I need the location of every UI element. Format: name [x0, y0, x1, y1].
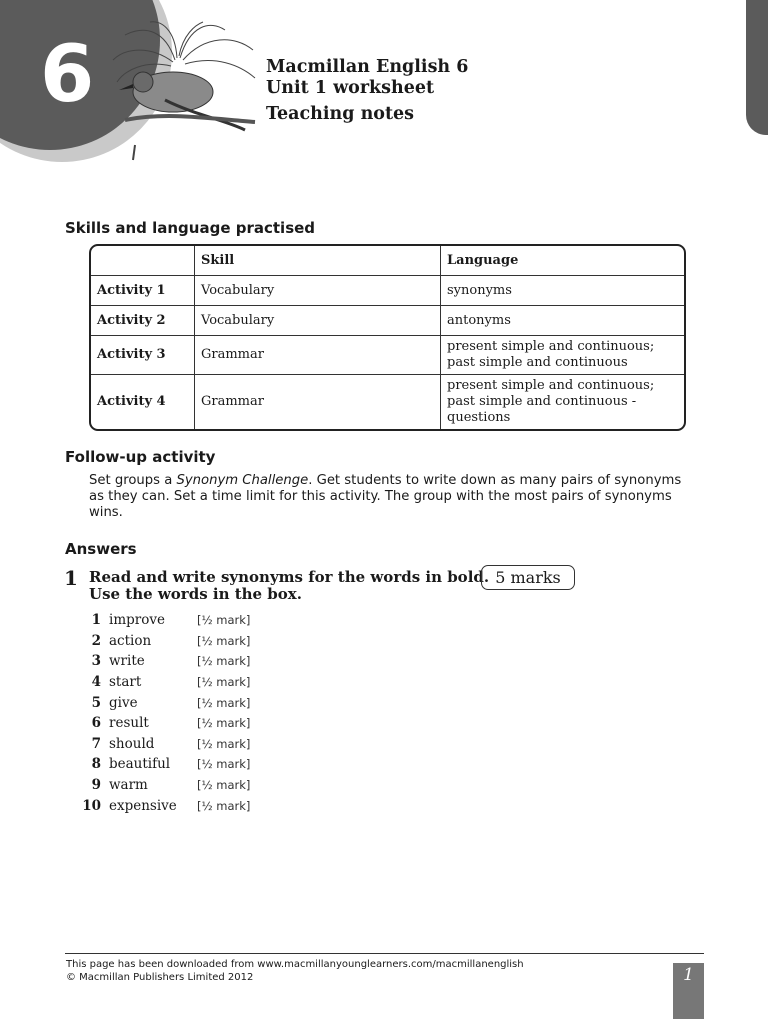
- answer-number: 8: [91, 756, 101, 773]
- table-row: [91, 276, 684, 306]
- answer-mark: [½ mark]: [197, 613, 251, 628]
- footer-copyright: © Macmillan Publishers Limited 2012: [66, 972, 254, 983]
- table-row: [91, 306, 684, 336]
- title-line-2: Unit 1 worksheet: [266, 78, 435, 98]
- answer-mark: [½ mark]: [197, 778, 251, 793]
- language-cell: antonyms: [441, 306, 684, 336]
- followup-paragraph: [89, 473, 689, 521]
- answer-mark: [½ mark]: [197, 695, 251, 710]
- document-title: [266, 57, 468, 125]
- answer-word: should: [109, 735, 155, 752]
- corner-tab: [746, 0, 768, 135]
- skill-cell: Vocabulary: [195, 276, 441, 306]
- list-item: [82, 651, 250, 672]
- language-cell: present simple and continuous; past simple and continuous: [441, 336, 684, 375]
- skills-heading: Skills and language practised: [65, 219, 316, 237]
- activity-cell: Activity 4: [91, 375, 195, 429]
- answer-number: 6: [91, 715, 101, 732]
- answer-number: 4: [91, 674, 101, 691]
- answer-word: action: [109, 632, 152, 649]
- language-cell: present simple and continuous; past simple and continuous - questions: [447, 378, 655, 425]
- followup-activity-name: Synonym Challenge: [176, 473, 309, 488]
- list-item: [82, 795, 250, 816]
- list-item: [82, 672, 250, 693]
- table-row: [91, 375, 684, 429]
- followup-heading: Follow-up activity: [65, 448, 216, 466]
- language-cell: synonyms: [441, 276, 684, 306]
- footer-divider: [65, 953, 704, 954]
- title-line-1: Macmillan English 6: [266, 57, 469, 77]
- answer-mark: [½ mark]: [197, 798, 251, 813]
- activity-cell: Activity 1: [91, 276, 195, 306]
- answer-number: 3: [91, 653, 101, 670]
- unit-number: 6: [40, 30, 95, 120]
- marks-badge: 5 marks: [481, 565, 575, 590]
- table-header-row: [91, 246, 684, 276]
- bird-illustration: [105, 20, 260, 165]
- answer-word: expensive: [109, 797, 177, 814]
- answer-mark: [½ mark]: [197, 736, 251, 751]
- followup-text-start: Set groups a: [89, 473, 177, 488]
- answer-word: warm: [109, 777, 148, 794]
- answer-number: 2: [91, 632, 101, 649]
- answer-mark: [½ mark]: [197, 757, 251, 772]
- answer-mark: [½ mark]: [197, 675, 251, 690]
- answer-word: beautiful: [109, 756, 171, 773]
- instruction-line-2: Use the words in the box.: [89, 585, 302, 603]
- answer-word: give: [109, 694, 138, 711]
- answer-word: write: [109, 653, 145, 670]
- footer-source: This page has been downloaded from www.macmillanyounglearners.com/macmillanenglish: [66, 959, 524, 970]
- skill-cell: Grammar: [195, 336, 441, 375]
- activity-cell: Activity 3: [91, 336, 195, 375]
- page-number: 1: [683, 965, 694, 985]
- title-line-3: Teaching notes: [266, 104, 415, 124]
- skill-cell: Vocabulary: [195, 306, 441, 336]
- answer-word: result: [109, 715, 149, 732]
- answer-list: [82, 610, 250, 816]
- answers-heading: Answers: [65, 540, 137, 558]
- answer-number: 1: [91, 612, 101, 629]
- answer-mark: [½ mark]: [197, 654, 251, 669]
- answer-number: 5: [91, 694, 101, 711]
- answer-word: start: [109, 674, 142, 691]
- list-item: [82, 713, 250, 734]
- instruction-line-1: Read and write synonyms for the words in bold.: [89, 568, 490, 586]
- activity-cell: Activity 2: [91, 306, 195, 336]
- list-item: [82, 610, 250, 631]
- table-row: [91, 336, 684, 375]
- followup-text-end: . Get students to write down as many pairs of synonyms as they can. Set a time limit for this activity. The group with the most pairs of synonyms wins.: [89, 473, 682, 520]
- answer-number: 10: [82, 797, 101, 814]
- list-item: [82, 775, 250, 796]
- answer-mark: [½ mark]: [197, 633, 251, 648]
- header-cell-blank: [91, 246, 195, 276]
- skills-table: [89, 244, 686, 431]
- skill-cell: Grammar: [195, 375, 441, 429]
- header-cell-skill: Skill: [195, 246, 441, 276]
- footer: [66, 958, 524, 984]
- answer-mark: [½ mark]: [197, 716, 251, 731]
- answer-number: 9: [91, 777, 101, 794]
- list-item: [82, 692, 250, 713]
- list-item: [82, 754, 250, 775]
- page-tab: [673, 963, 704, 1019]
- list-item: [82, 631, 250, 652]
- question-number: 1: [64, 566, 78, 590]
- list-item: [82, 734, 250, 755]
- question-instruction: [89, 569, 489, 603]
- header-cell-language: Language: [441, 246, 684, 276]
- answer-word: improve: [109, 612, 165, 629]
- answer-number: 7: [91, 735, 101, 752]
